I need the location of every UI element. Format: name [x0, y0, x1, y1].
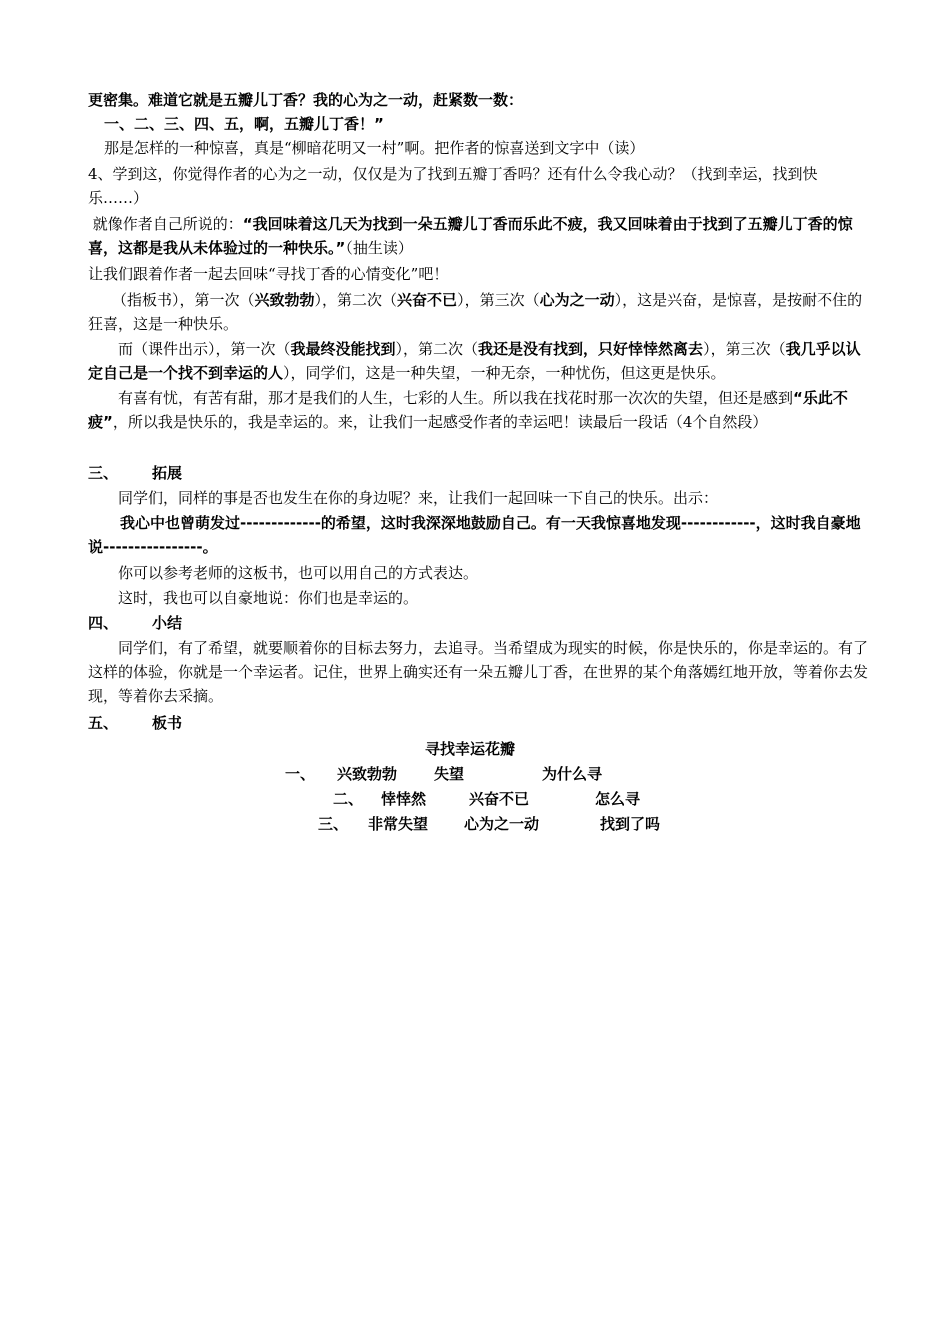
section-heading-expand: 三、 拓展 [88, 464, 183, 482]
board-row-1: 一、 兴致勃勃 失望 为什么寻 [285, 765, 603, 783]
paragraph-surprise: 那是怎样的一种惊喜，真是“柳暗花明又一村”啊。把作者的惊喜送到文字中（读） [104, 139, 645, 157]
board-row-2: 二、 悻悻然 兴奋不已 怎么寻 [333, 790, 641, 808]
section-heading-summary: 四、 小结 [88, 614, 183, 632]
paragraph-proud: 这时，我也可以自豪地说：你们也是幸运的。 [118, 589, 419, 607]
paragraph-question-4: 4、学到这，你觉得作者的心为之一动，仅仅是为了找到五瓣丁香吗？还有什么令我心动？（找到幸运，找到快乐……） [88, 165, 818, 207]
paragraph-summary: 同学们，有了希望，就要顺着你的目标去努力，去追寻。当希望成为现实的时候，你是快乐的，你是幸运的。有了这样的体验，你就是一个幸运者。记住，世界上确实还有一朵五瓣儿丁香，在世界的某个角落嫣红地开放，等着你去发现，等着你去采摘。 [88, 639, 869, 705]
paragraph-mood-change: 让我们跟着作者一起去回味“寻找丁香的心情变化”吧！ [88, 265, 449, 283]
paragraph-author-quote [88, 212, 868, 260]
board-row-3: 三、 非常失望 心为之一动 找到了吗 [318, 815, 661, 833]
board-title: 寻找幸运花瓣 [425, 740, 516, 758]
quote-note: （抽生读） [345, 239, 413, 257]
paragraph-intro: 更密集。难道它就是五瓣儿丁香？我的心为之一动，赶紧数一数： [88, 91, 524, 109]
section-heading-board: 五、 板书 [88, 714, 183, 732]
paragraph-courseware: 而（课件出示），第一次（我最终没能找到），第二次（我还是没有找到，只好悻悻然离去），第三次（我几乎以认定自己是一个找不到幸运的人），同学们，这是一种失望，一种无奈，一种忧伤，但这更是快乐。 [88, 340, 861, 382]
paragraph-reference: 你可以参考老师的这板书，也可以用自己的方式表达。 [118, 564, 479, 582]
quote-intro: 就像作者自己所说的： [92, 215, 243, 233]
paragraph-life: 有喜有忧，有苦有甜，那才是我们的人生，七彩的人生。所以我在找花时那一次次的失望，但还是感到“乐此不疲”，所以我是快乐的，我是幸运的。来，让我们一起感受作者的幸运吧！读最后一段话（4个自然段） [88, 389, 848, 431]
paragraph-counting: 一、二、三、四、五，啊，五瓣儿丁香！” [104, 115, 384, 133]
paragraph-board-points: （指板书），第一次（兴致勃勃），第二次（兴奋不已），第三次（心为之一动），这是兴奋，是惊喜，是按耐不住的狂喜，这是一种快乐。 [88, 291, 863, 333]
quote-text: “我回味着这几天为找到一朵五瓣儿丁香而乐此不疲，我又回味着由于找到了五瓣儿丁香的惊喜，这都是我从未体验过的一种快乐。” [88, 215, 853, 257]
paragraph-expand-prompt: 同学们，同样的事是否也发生在你的身边呢？来，让我们一起回味一下自己的快乐。出示： [118, 489, 719, 507]
paragraph-fill-in-template: 我心中也曾萌发过-------------的希望，这时我深深地鼓励自己。有一天我惊喜地发现------------，这时我自豪地说----------------。 [88, 514, 861, 556]
